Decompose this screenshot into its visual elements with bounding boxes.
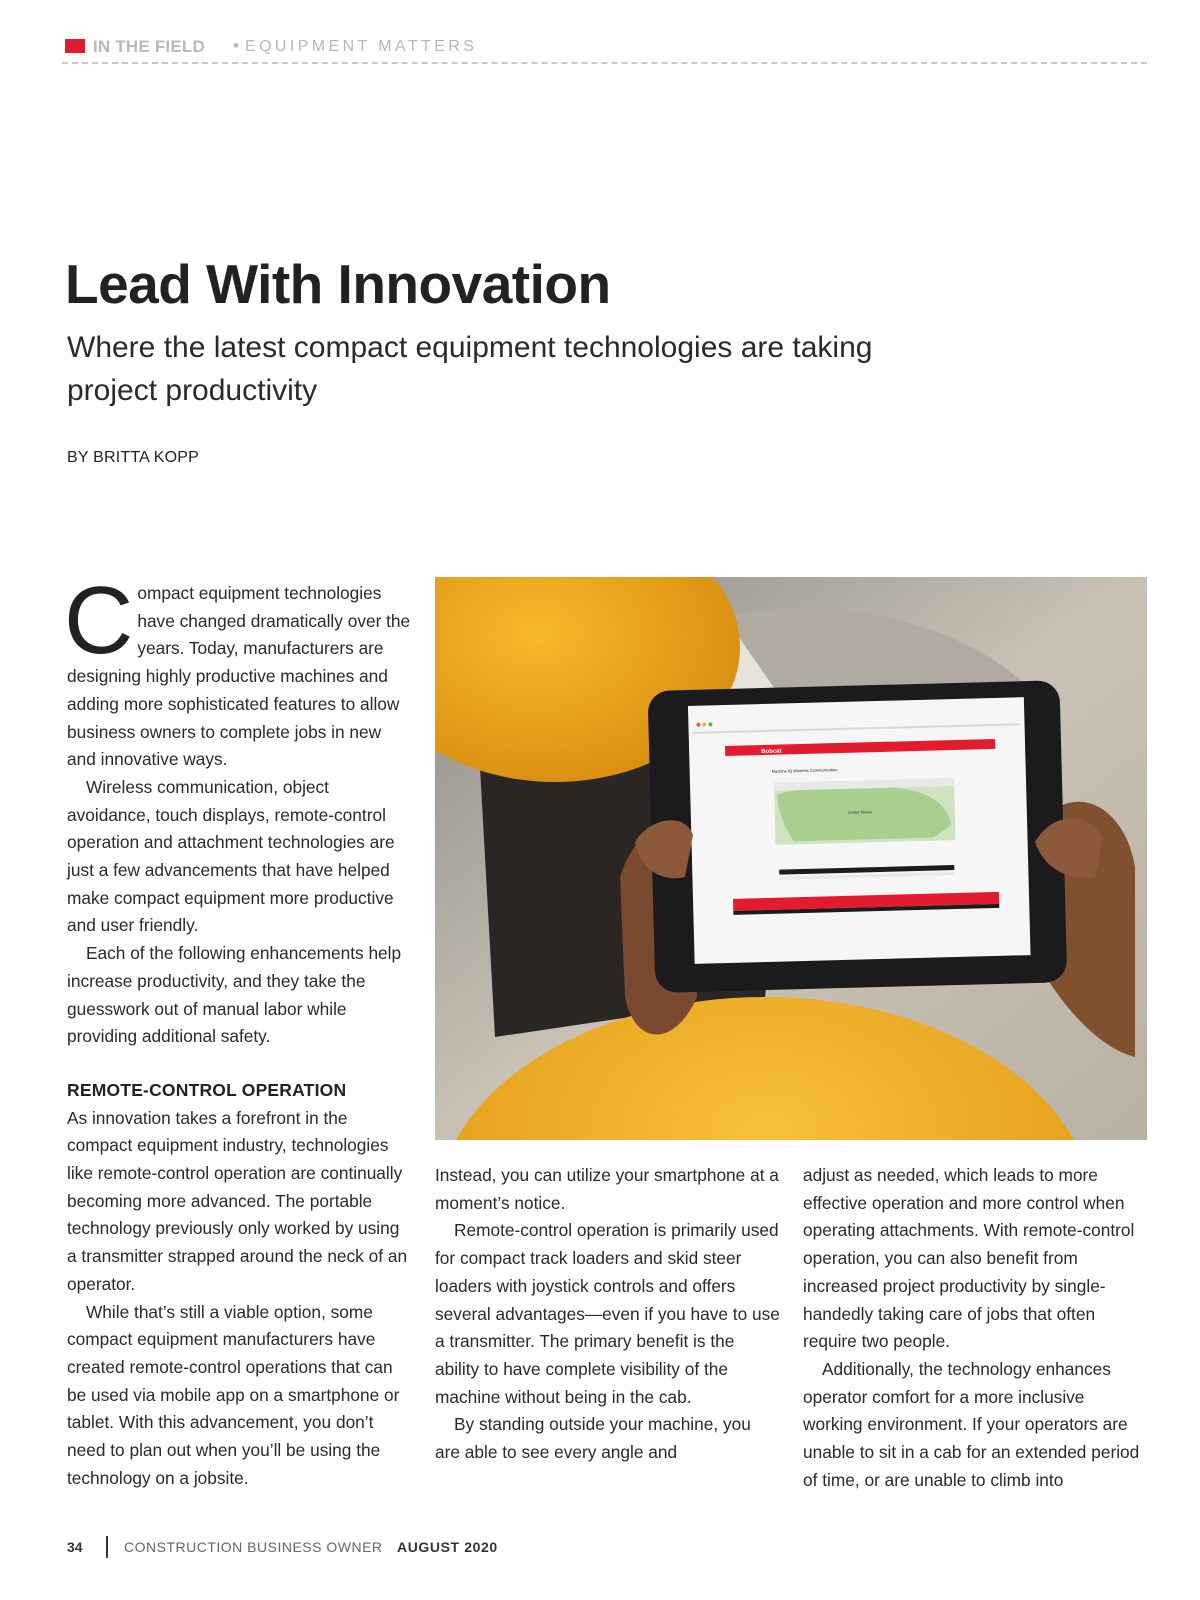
paragraph: As innovation takes a forefront in the compact equipment industry, technologies like remote-control operation are continually becoming more advanced. The portable technology previously only worked by using a transmitter strapped around the neck of an operator. — [67, 1107, 408, 1294]
header-separator: • — [233, 36, 239, 55]
paragraph: By standing outside your machine, you are able to see every angle and — [435, 1414, 751, 1463]
paragraph: Wireless communication, object avoidance, touch displays, remote-control operation and attachment technologies are just a few advancements that have helped make compact equipment more productive and user friendly. — [67, 776, 395, 936]
byline: BY BRITTA KOPP — [67, 449, 200, 466]
header-rule — [62, 62, 1147, 64]
article-photo — [435, 577, 1147, 1140]
section-heading: REMOTE-CONTROL OPERATION — [67, 1079, 347, 1100]
section-marker — [65, 39, 85, 53]
paragraph: While that’s still a viable option, some compact equipment manufacturers have created remote-control operations that can be used via mobile app on a smartphone or tablet. With this advancement, you don’t need to plan out when you’ll be using the technology on a jobsite. — [67, 1301, 400, 1488]
running-header — [65, 37, 1145, 67]
section-label: IN THE FIELD — [93, 37, 205, 56]
column-2 — [435, 1162, 780, 1467]
paragraph — [64, 567, 412, 774]
screen-brand: Bobcat — [761, 748, 782, 756]
issue-date: AUGUST 2020 — [397, 1539, 498, 1555]
page-footer — [67, 1536, 767, 1558]
publication-name: CONSTRUCTION BUSINESS OWNER — [124, 1539, 383, 1555]
paragraph: Remote-control operation is primarily used for compact track loaders and skid steer loaders with joystick controls and offers several advantages—even if you have to use a transmitter. The primary benefit is the ability to have complete visibility of the machine without being in the cab. — [435, 1220, 780, 1407]
subsection-label: EQUIPMENT MATTERS — [245, 38, 478, 55]
paragraph: Instead, you can utilize your smartphone at a moment’s notice. — [435, 1165, 779, 1213]
paragraph-text: ompact equipment technologies have changed dramatically over the years. Today, manufacturers are designing highly productive machines and adding more sophisticated features to allow business owners to complete jobs in new and innovative ways. — [67, 583, 411, 770]
page-number: 34 — [67, 1539, 83, 1555]
column-3 — [803, 1162, 1148, 1494]
drop-cap: C — [64, 567, 134, 674]
paragraph: Additionally, the technology enhances operator comfort for a more inclusive working environment. If your operators are unable to sit in a cab for an extended period of time, or are unable to climb into — [803, 1358, 1140, 1490]
paragraph: Each of the following enhancements help increase productivity, and they take the guesswork out of manual labor while providing additional safety. — [67, 943, 402, 1047]
map-label: United States — [847, 809, 872, 815]
article-title: Lead With Innovation — [65, 253, 611, 315]
footer-divider — [106, 1536, 108, 1558]
column-1 — [64, 567, 412, 1493]
paragraph: adjust as needed, which leads to more effective operation and more control when operating attachments. With remote-control operation, you can also benefit from increased project productivity by single-handedly taking care of jobs that often require two people. — [803, 1165, 1135, 1352]
screen-heading: Machine IQ Wireless Communication — [771, 767, 838, 774]
article-deck: Where the latest compact equipment technologies are taking project productivity — [67, 331, 873, 407]
tablet-photo-illustration — [435, 577, 1147, 1140]
